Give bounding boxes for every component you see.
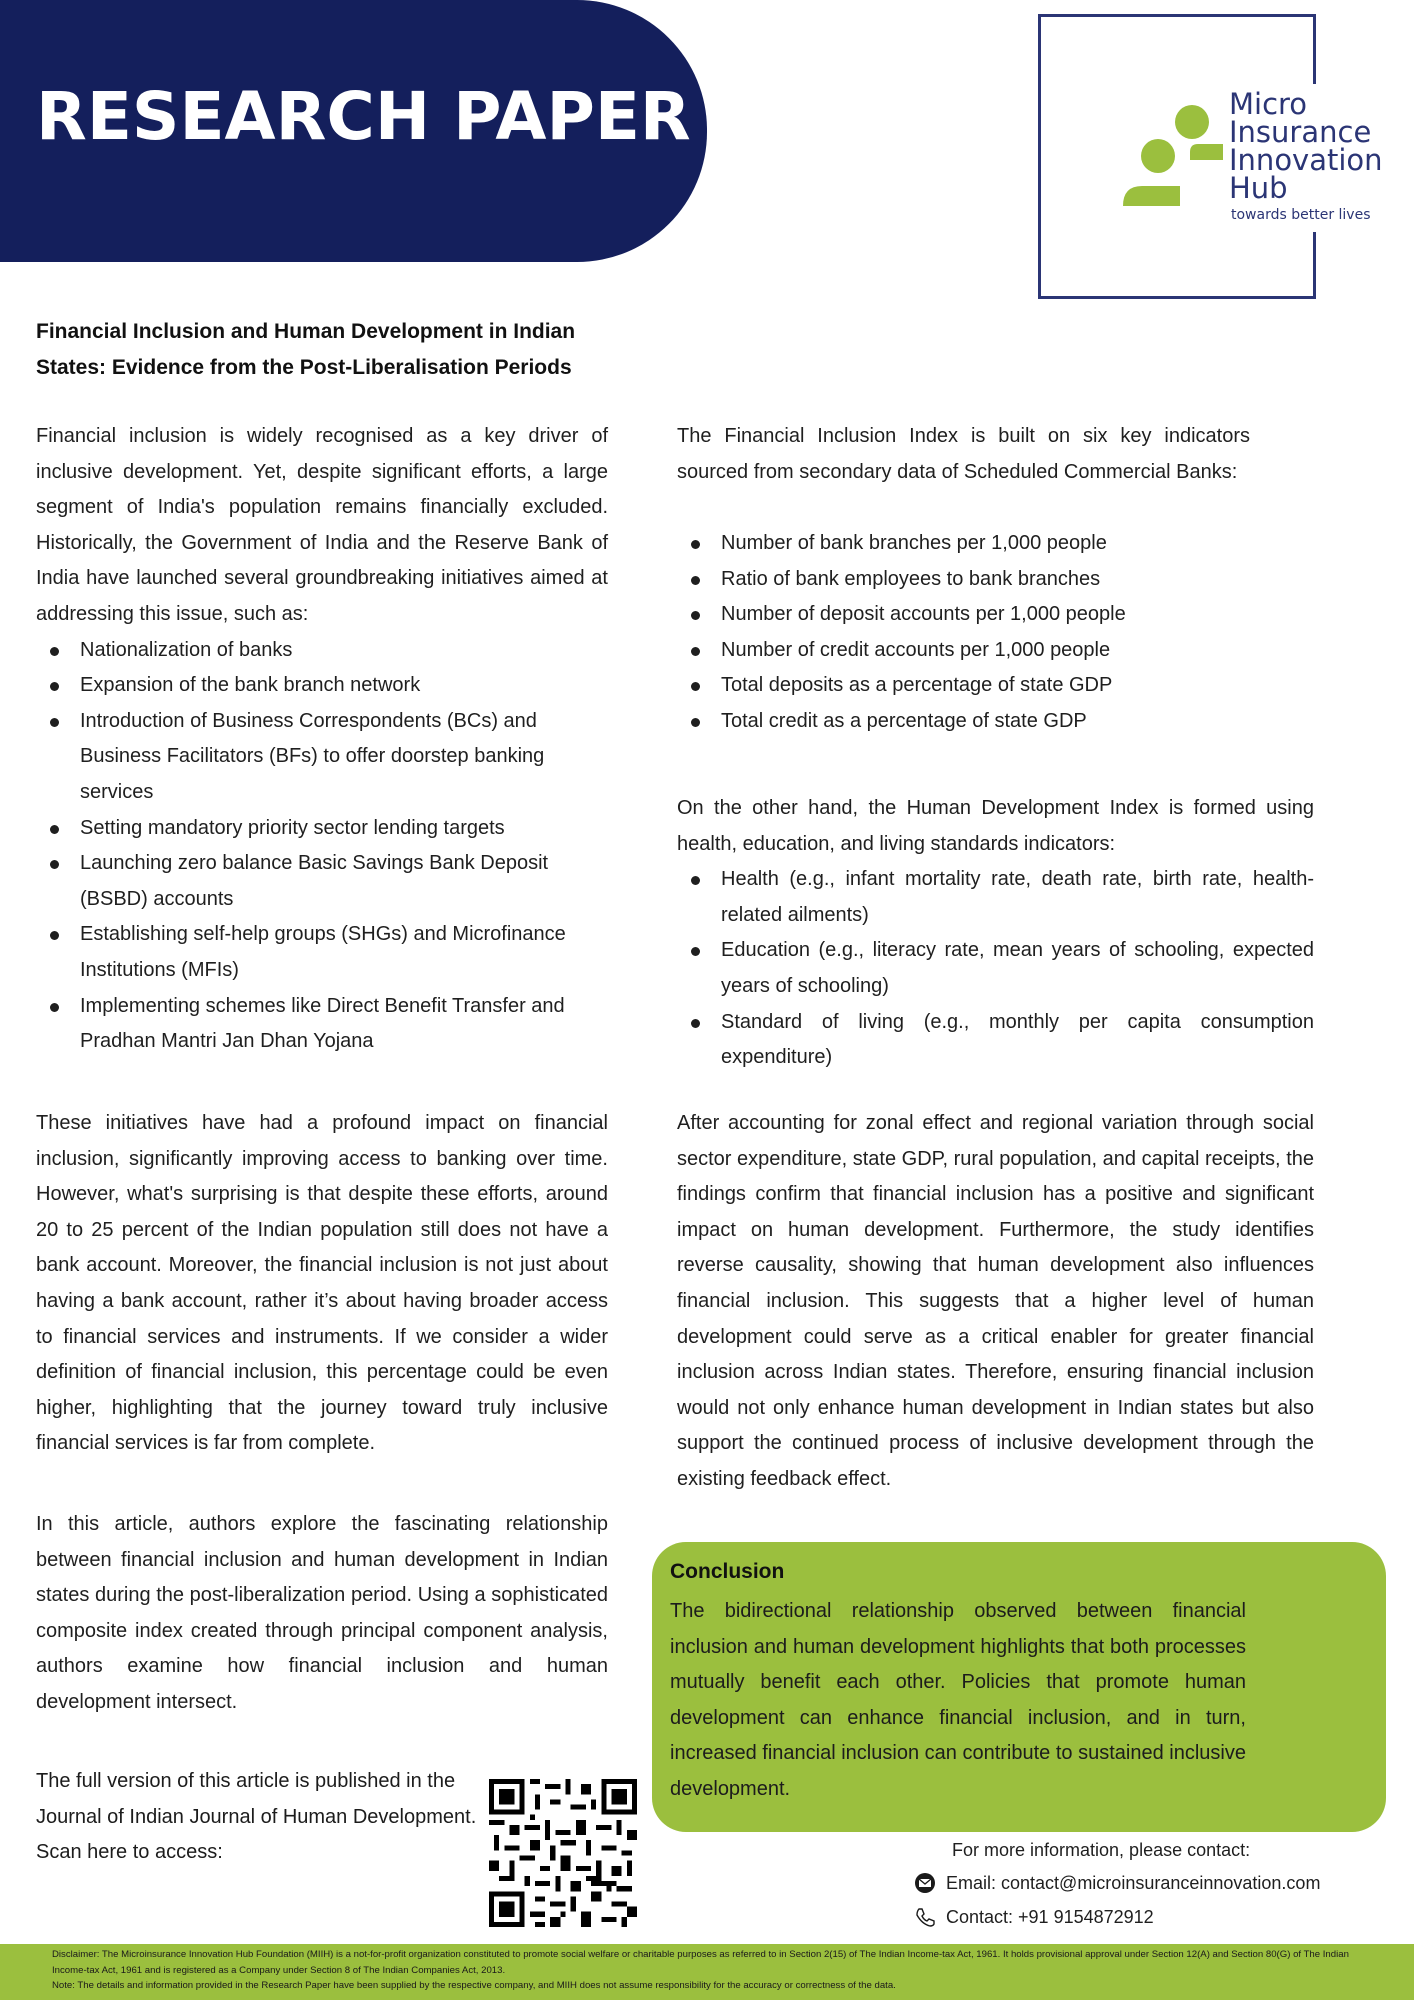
conclusion-box <box>652 1542 1386 1832</box>
paper-title: Financial Inclusion and Human Development in Indian States: Evidence from the Post-Liberalisation Periods <box>36 320 576 379</box>
header-banner <box>0 0 707 262</box>
people-logo-icon <box>1120 100 1230 210</box>
email-icon <box>914 1872 936 1894</box>
list-item: Expansion of the bank branch network <box>36 668 608 704</box>
fii-intro: The Financial Inclusion Index is built on six key indicators sourced from secondary data of Scheduled Commercial Banks: <box>677 425 1250 483</box>
right-column-hdi <box>677 791 1314 1076</box>
initiatives-list <box>36 633 608 1060</box>
list-item: Launching zero balance Basic Savings Bank Deposit (BSBD) accounts <box>36 846 608 917</box>
list-item: Education (e.g., literacy rate, mean years of schooling, expected years of schooling) <box>677 933 1314 1004</box>
logo-wordmark <box>1229 87 1383 205</box>
conclusion-title: Conclusion <box>670 1560 785 1583</box>
disclaimer-text: Disclaimer: The Microinsurance Innovation Hub Foundation (MIIH) is a not-for-profit organization constituted to promote social welfare or charitable purposes as referred to in Section 2(15) of The Indian Income-tax Act, 1961. It holds provisional approval under Section 12(A) and Section 80(G) of The Indian Income-tax Act, 1961 and is registered as a Company under Section 8 of The Indian Companies Act, 2013. <box>52 1949 1349 1976</box>
note-text: Note: The details and information provided in the Research Paper have been supplied by the respective company, and MIIH does not assume responsibility for the accuracy or correctness of the data. <box>52 1980 896 1991</box>
logo-tagline: towards better lives <box>1231 207 1371 223</box>
intro-paragraph: Financial inclusion is widely recognised as a key driver of inclusive development. Yet, despite significant efforts, a large segment of India's population remains financially excluded. Historically, the Government of India and the Reserve Bank of India have launched several groundbreaking initiatives aimed at addressing this issue, such as: <box>36 425 608 625</box>
logo-line: Innovation <box>1229 143 1383 177</box>
list-item: Introduction of Business Correspondents (BCs) and Business Facilitators (BFs) to offer doorstep banking services <box>36 704 608 811</box>
list-item: Setting mandatory priority sector lending targets <box>36 811 608 847</box>
email-text[interactable]: Email: contact@microinsuranceinnovation.com <box>946 1872 1321 1893</box>
right-column-findings <box>677 1106 1314 1498</box>
phone-row[interactable] <box>914 1906 1154 1928</box>
full-version-note: The full version of this article is published in the Journal of Indian Journal of Human Development. Scan here to access: <box>36 1770 477 1864</box>
hdi-indicators-list <box>677 862 1314 1076</box>
list-item: Health (e.g., infant mortality rate, death rate, birth rate, health-related ailments) <box>677 862 1314 933</box>
list-item: Number of credit accounts per 1,000 people <box>677 633 1314 669</box>
right-column-fii-list <box>677 526 1314 740</box>
logo-line: Insurance <box>1229 115 1372 149</box>
banner-title: RESEARCH PAPER <box>36 78 691 155</box>
conclusion-body: The bidirectional relationship observed between financial inclusion and human development highlights that both processes mutually benefit each other. Policies that promote human development can enhance financial inclusion, and in turn, increased financial inclusion can contribute to sustained inclusive development. <box>670 1600 1246 1800</box>
article-paragraph: In this article, authors explore the fascinating relationship between financial inclusion and human development in Indian states during the post-liberalization period. Using a sophisticated composite index created through principal component analysis, authors examine how financial inclusion and human development intersect. <box>36 1513 608 1713</box>
contact-heading: For more information, please contact: <box>952 1840 1251 1860</box>
logo-frame-edge <box>1313 232 1316 299</box>
list-item: Number of deposit accounts per 1,000 people <box>677 597 1314 633</box>
fii-indicators-list <box>677 526 1314 740</box>
findings-paragraph: After accounting for zonal effect and regional variation through social sector expenditure, state GDP, rural population, and capital receipts, the findings confirm that financial inclusion has a positive and significant impact on human development. Furthermore, the study identifies reverse causality, showing that human development also influences financial inclusion. This suggests that a higher level of human development could serve as a critical enabler for greater financial inclusion across Indian states. Therefore, ensuring financial inclusion would not only enhance human development in Indian states but also support the continued process of inclusive development through the existing feedback effect. <box>677 1112 1314 1490</box>
list-item: Nationalization of banks <box>36 633 608 669</box>
list-item: Ratio of bank employees to bank branches <box>677 562 1314 598</box>
qr-code[interactable] <box>489 1779 637 1927</box>
left-column-top <box>36 419 608 1060</box>
list-item: Standard of living (e.g., monthly per capita consumption expenditure) <box>677 1005 1314 1076</box>
hdi-intro: On the other hand, the Human Development Index is formed using health, education, and living standards indicators: <box>677 797 1314 855</box>
phone-icon <box>914 1906 936 1928</box>
left-column-impact <box>36 1106 608 1462</box>
list-item: Total deposits as a percentage of state GDP <box>677 668 1314 704</box>
footer-disclaimer <box>0 1944 1414 2000</box>
email-row[interactable] <box>914 1872 1320 1894</box>
logo-line: Hub <box>1229 171 1288 205</box>
list-item: Total credit as a percentage of state GDP <box>677 704 1314 740</box>
list-item: Establishing self-help groups (SHGs) and Microfinance Institutions (MFIs) <box>36 917 608 988</box>
logo-frame-edge <box>1313 14 1316 84</box>
list-item: Implementing schemes like Direct Benefit Transfer and Pradhan Mantri Jan Dhan Yojana <box>36 989 608 1060</box>
list-item: Number of bank branches per 1,000 people <box>677 526 1314 562</box>
left-column-article <box>36 1507 608 1721</box>
impact-paragraph: These initiatives have had a profound impact on financial inclusion, significantly improving access to banking over time. However, what's surprising is that despite these efforts, around 20 to 25 percent of the Indian population still does not have a bank account. Moreover, the financial inclusion is not just about having a bank account, rather it’s about having broader access to financial services and instruments. If we consider a wider definition of financial inclusion, this percentage could be even higher, highlighting that the journey toward truly inclusive financial services is far from complete. <box>36 1112 608 1455</box>
logo-line: Micro <box>1229 87 1308 121</box>
phone-text[interactable]: Contact: +91 9154872912 <box>946 1906 1154 1927</box>
right-column-fii <box>677 419 1250 490</box>
